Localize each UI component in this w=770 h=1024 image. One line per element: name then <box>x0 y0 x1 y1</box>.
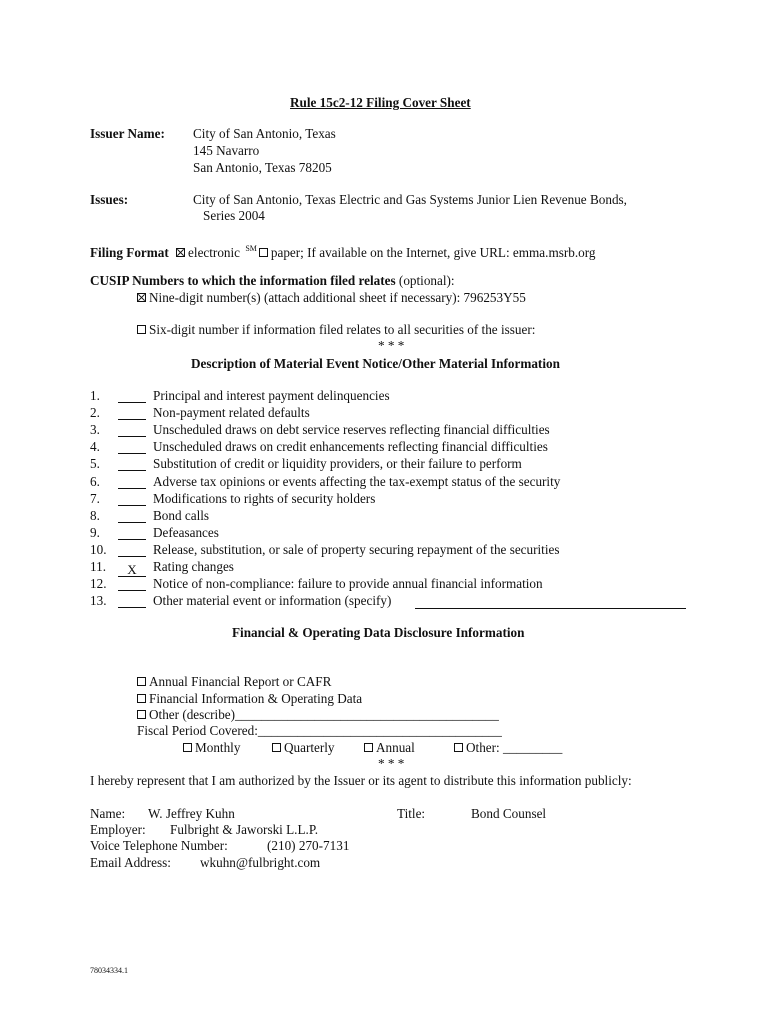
event-checkmark-blank[interactable] <box>118 456 146 472</box>
event-mark <box>118 390 146 403</box>
representation-statement: I hereby represent that I am authorized by the Issuer or its agent to distribute this information publicly: <box>90 773 632 788</box>
fiscal-period: Fiscal Period Covered:_____________________________________ <box>137 723 502 738</box>
event-description: Other material event or information (specify) <box>153 593 392 608</box>
signer-employer: Fulbright & Jaworski L.L.P. <box>170 822 318 837</box>
event-checkmark-blank[interactable] <box>118 474 146 490</box>
annual-checkbox[interactable] <box>364 743 373 752</box>
event-description: Notice of non-compliance: failure to provide annual financial information <box>153 576 543 591</box>
event-checkmark-blank[interactable] <box>118 491 146 507</box>
event-number: 9. <box>90 525 100 540</box>
six-digit-label: Six-digit number if information filed relates to all securities of the issuer: <box>149 322 536 337</box>
event-checkmark-blank[interactable] <box>118 542 146 558</box>
event-number: 11. <box>90 559 106 574</box>
other-describe-label: Other (describe)________________________________________ <box>149 707 499 722</box>
signer-email: wkuhn@fulbright.com <box>200 855 321 870</box>
quarterly-checkbox[interactable] <box>272 743 281 752</box>
fin-info-checkbox[interactable] <box>137 694 146 703</box>
event-description: Unscheduled draws on credit enhancements reflecting financial difficulties <box>153 439 548 454</box>
period-annual <box>364 740 415 756</box>
event-number: 1. <box>90 388 100 403</box>
signer-title: Bond Counsel <box>471 806 547 821</box>
fin-info-label: Financial Information & Operating Data <box>149 691 363 706</box>
nine-digit-checkbox[interactable] <box>137 293 146 302</box>
event-mark <box>118 441 146 454</box>
event-mark <box>118 578 146 591</box>
event-number: 10. <box>90 542 107 557</box>
document-id: 78034334.1 <box>90 966 128 975</box>
event-mark: X <box>118 564 146 577</box>
event-checkmark-blank[interactable] <box>118 576 146 592</box>
monthly-checkbox[interactable] <box>183 743 192 752</box>
issues-label: Issues: <box>90 192 129 207</box>
event-checkmark-blank[interactable] <box>118 422 146 438</box>
separator-2: * * * <box>378 756 405 771</box>
event-checkmark-blank[interactable] <box>118 439 146 455</box>
cusip-six-row <box>137 322 535 338</box>
cusip-heading: CUSIP Numbers to which the information filed relates <box>90 273 396 288</box>
issuer-line3: San Antonio, Texas 78205 <box>193 160 332 175</box>
nine-digit-label: Nine-digit number(s) (attach additional sheet if necessary): 796253Y55 <box>149 290 526 305</box>
filing-format-label: Filing Format <box>90 245 169 260</box>
material-heading: Description of Material Event Notice/Other Material Information <box>191 356 560 371</box>
event-description: Bond calls <box>153 508 210 523</box>
event-description: Modifications to rights of security holders <box>153 491 376 506</box>
event-mark <box>118 493 146 506</box>
event-mark <box>118 595 146 608</box>
event-mark <box>118 458 146 471</box>
cusip-optional: (optional): <box>398 273 455 288</box>
event-checkmark-blank[interactable] <box>118 405 146 421</box>
six-digit-checkbox[interactable] <box>137 325 146 334</box>
financial-heading: Financial & Operating Data Disclosure Information <box>232 625 525 640</box>
electronic-label: electronic <box>188 245 241 260</box>
cusip-heading-row <box>90 273 455 289</box>
event-description: Release, substitution, or sale of property securing repayment of the securities <box>153 542 560 557</box>
filing-format-row <box>90 241 595 261</box>
specify-line <box>415 608 686 609</box>
page-title: Rule 15c2-12 Filing Cover Sheet <box>290 95 471 110</box>
event-mark <box>118 424 146 437</box>
event-description: Non-payment related defaults <box>153 405 310 420</box>
cusip-nine-row <box>137 290 526 306</box>
event-number: 3. <box>90 422 100 437</box>
event-description: Adverse tax opinions or events affecting the tax-exempt status of the security <box>153 474 561 489</box>
other-period-checkbox[interactable] <box>454 743 463 752</box>
issues-line2: Series 2004 <box>203 208 265 223</box>
electronic-checkbox[interactable] <box>176 248 185 257</box>
employer-label: Employer: <box>90 822 146 837</box>
quarterly-label: Quarterly <box>284 740 335 755</box>
event-checkmark-blank[interactable] <box>118 508 146 524</box>
event-number: 7. <box>90 491 100 506</box>
event-checkmark-blank[interactable] <box>118 593 146 609</box>
event-description: Unscheduled draws on debt service reserves reflecting financial difficulties <box>153 422 550 437</box>
period-quarterly <box>272 740 335 756</box>
issuer-label: Issuer Name: <box>90 126 165 141</box>
event-mark <box>118 527 146 540</box>
event-number: 13. <box>90 593 107 608</box>
period-other <box>454 740 562 756</box>
event-mark <box>118 407 146 420</box>
issues-line1: City of San Antonio, Texas Electric and Gas Systems Junior Lien Revenue Bonds, <box>193 192 627 207</box>
event-checkmark-blank[interactable] <box>118 388 146 404</box>
event-mark <box>118 476 146 489</box>
annual-label: Annual <box>376 740 415 755</box>
title-label: Title: <box>397 806 426 821</box>
event-mark <box>118 544 146 557</box>
event-description: Principal and interest payment delinquencies <box>153 388 390 403</box>
phone-label: Voice Telephone Number: <box>90 838 228 853</box>
annual-report-row <box>137 674 331 690</box>
paper-label: paper; If available on the Internet, give URL: emma.msrb.org <box>270 245 596 260</box>
event-checkmark-blank[interactable] <box>118 559 146 577</box>
signer-name: W. Jeffrey Kuhn <box>148 806 235 821</box>
other-describe-row <box>137 707 499 723</box>
issuer-line1: City of San Antonio, Texas <box>193 126 336 141</box>
event-number: 8. <box>90 508 100 523</box>
monthly-label: Monthly <box>195 740 241 755</box>
event-description: Rating changes <box>153 559 234 574</box>
event-number: 5. <box>90 456 100 471</box>
other-period-label: Other: _________ <box>466 740 563 755</box>
event-number: 2. <box>90 405 100 420</box>
event-description: Defeasances <box>153 525 219 540</box>
fin-info-row <box>137 691 362 707</box>
other-describe-checkbox[interactable] <box>137 710 146 719</box>
name-label: Name: <box>90 806 126 821</box>
annual-report-checkbox[interactable] <box>137 677 146 686</box>
service-mark: SM <box>245 244 257 253</box>
event-number: 6. <box>90 474 100 489</box>
event-number: 12. <box>90 576 107 591</box>
event-checkmark-blank[interactable] <box>118 525 146 541</box>
issuer-line2: 145 Navarro <box>193 143 260 158</box>
signer-phone: (210) 270-7131 <box>267 838 350 853</box>
event-mark <box>118 510 146 523</box>
event-number: 4. <box>90 439 100 454</box>
paper-checkbox[interactable] <box>259 248 268 257</box>
annual-report-label: Annual Financial Report or CAFR <box>149 674 332 689</box>
separator-1: * * * <box>378 338 405 353</box>
email-label: Email Address: <box>90 855 171 870</box>
event-description: Substitution of credit or liquidity providers, or their failure to perform <box>153 456 522 471</box>
period-monthly <box>183 740 240 756</box>
